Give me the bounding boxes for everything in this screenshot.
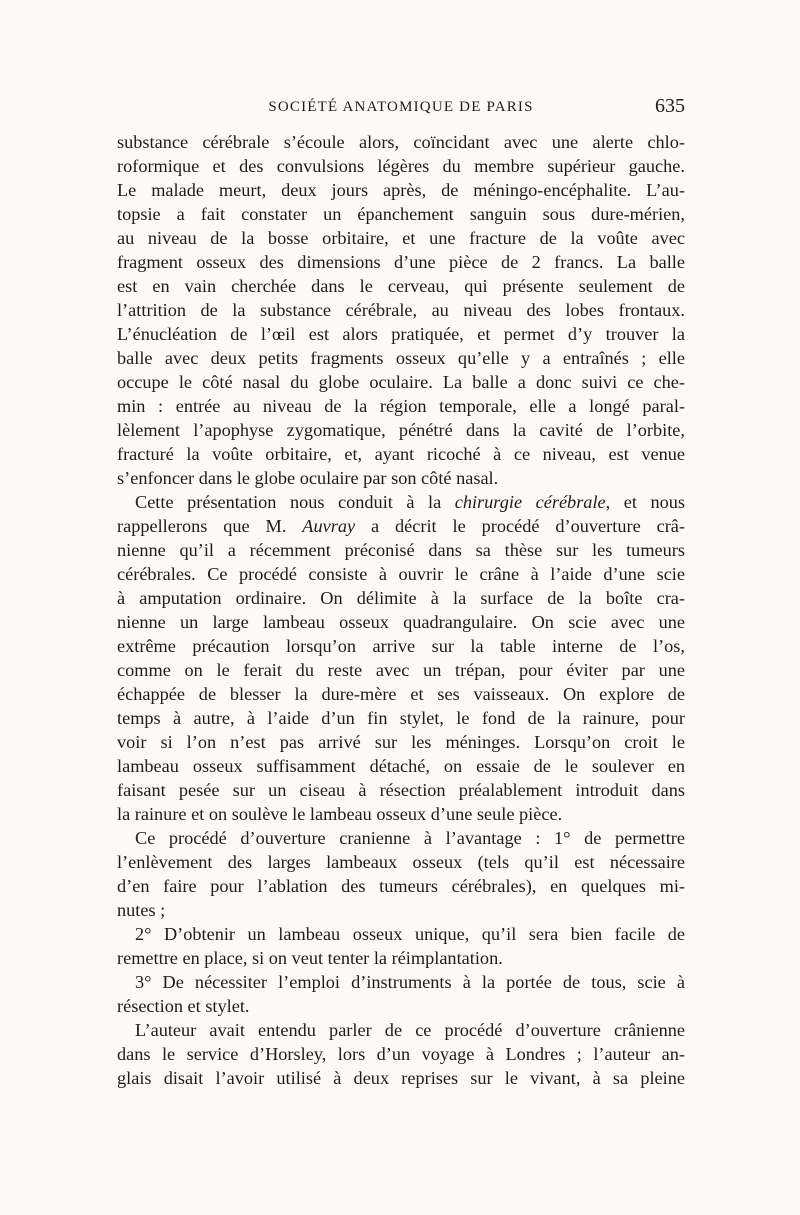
text-line: 3° De nécessiter l’emploi d’instruments à la portée de tous, scie à	[135, 972, 685, 992]
text-line: est en vain cherchée dans le cerveau, qui présente seulement de	[117, 276, 685, 296]
text-line: fracturé la voûte orbitaire, et, ayant ricoché à ce niveau, est venue	[117, 444, 685, 464]
text-line: rappellerons que M. Auvray a décrit le procédé d’ouverture crâ-	[117, 516, 685, 536]
text-line: min : entrée au niveau de la région temporale, elle a longé paral-	[117, 396, 685, 416]
paragraph	[117, 970, 685, 1018]
running-head	[117, 95, 685, 123]
text-line: glais disait l’avoir utilisé à deux reprises sur le vivant, à sa pleine	[117, 1068, 685, 1088]
text-line: à amputation ordinaire. On délimite à la surface de la boîte cra-	[117, 588, 685, 608]
italic-term: Auvray	[302, 516, 356, 536]
text-line: lambeau osseux suffisamment détaché, on essaie de le soulever en	[117, 756, 685, 776]
running-title: SOCIÉTÉ ANATOMIQUE DE PARIS	[268, 99, 534, 115]
text-line: extrême précaution lorsqu’on arrive sur la table interne de l’os,	[117, 636, 685, 656]
text-line: occupe le côté nasal du globe oculaire. La balle a donc suivi ce che-	[117, 372, 685, 392]
paragraph	[117, 490, 685, 826]
italic-term: chirurgie cérébrale	[454, 492, 606, 512]
text-line: l’enlèvement des larges lambeaux osseux (tels qu’il est nécessaire	[117, 852, 685, 872]
text-line: remettre en place, si on veut tenter la réimplantation.	[117, 948, 503, 968]
text-line: cérébrales. Ce procédé consiste à ouvrir le crâne à l’aide d’une scie	[117, 564, 685, 584]
text-line: s’enfoncer dans le globe oculaire par son côté nasal.	[117, 468, 499, 488]
text-line: comme on le ferait du reste avec un trépan, pour éviter par une	[117, 660, 685, 680]
paragraph	[117, 1018, 685, 1090]
text-line: dans le service d’Horsley, lors d’un voyage à Londres ; l’auteur an-	[117, 1044, 685, 1064]
text-line: Le malade meurt, deux jours après, de méningo-encéphalite. L’au-	[117, 180, 685, 200]
text-line: topsie a fait constater un épanchement sanguin sous dure-mérien,	[117, 204, 685, 224]
text-line: lèlement l’apophyse zygomatique, pénétré dans la cavité de l’orbite,	[117, 420, 685, 440]
text-line: faisant pesée sur un ciseau à résection préalablement introduit dans	[117, 780, 685, 800]
body-text	[117, 130, 685, 1090]
text-line: au niveau de la bosse orbitaire, et une fracture de la voûte avec	[117, 228, 685, 248]
text-line: l’attrition de la substance cérébrale, au niveau des lobes frontaux.	[117, 300, 685, 320]
paragraph	[117, 826, 685, 922]
text-line: L’auteur avait entendu parler de ce procédé d’ouverture crânienne	[135, 1020, 685, 1040]
text-line: voir si l’on n’est pas arrivé sur les méninges. Lorsqu’on croit le	[117, 732, 685, 752]
text-line: échappée de blesser la dure-mère et ses vaisseaux. On explore de	[117, 684, 685, 704]
text-line: temps à autre, à l’aide d’un fin stylet, le fond de la rainure, pour	[117, 708, 685, 728]
text-line: nienne qu’il a récemment préconisé dans sa thèse sur les tumeurs	[117, 540, 685, 560]
text-line: L’énucléation de l’œil est alors pratiquée, et permet d’y trouver la	[117, 324, 685, 344]
text-line: nutes ;	[117, 900, 166, 920]
text-line: fragment osseux des dimensions d’une pièce de 2 francs. La balle	[117, 252, 685, 272]
text-line: résection et stylet.	[117, 996, 250, 1016]
paragraph	[117, 922, 685, 970]
text-line: 2° D’obtenir un lambeau osseux unique, qu’il sera bien facile de	[135, 924, 685, 944]
text-line: la rainure et on soulève le lambeau osseux d’une seule pièce.	[117, 804, 563, 824]
text-line: balle avec deux petits fragments osseux qu’elle y a entraînés ; elle	[117, 348, 685, 368]
text-line: nienne un large lambeau osseux quadrangulaire. On scie avec une	[117, 612, 685, 632]
text-line: Ce procédé d’ouverture cranienne à l’avantage : 1° de permettre	[135, 828, 685, 848]
text-line: substance cérébrale s’écoule alors, coïncidant avec une alerte chlo-	[117, 132, 685, 152]
page-number: 635	[655, 95, 685, 117]
paragraph	[117, 130, 685, 490]
text-line: d’en faire pour l’ablation des tumeurs cérébrales), en quelques mi-	[117, 876, 685, 896]
text-line: roformique et des convulsions légères du membre supérieur gauche.	[117, 156, 685, 176]
text-line: Cette présentation nous conduit à la chirurgie cérébrale, et nous	[135, 492, 685, 512]
